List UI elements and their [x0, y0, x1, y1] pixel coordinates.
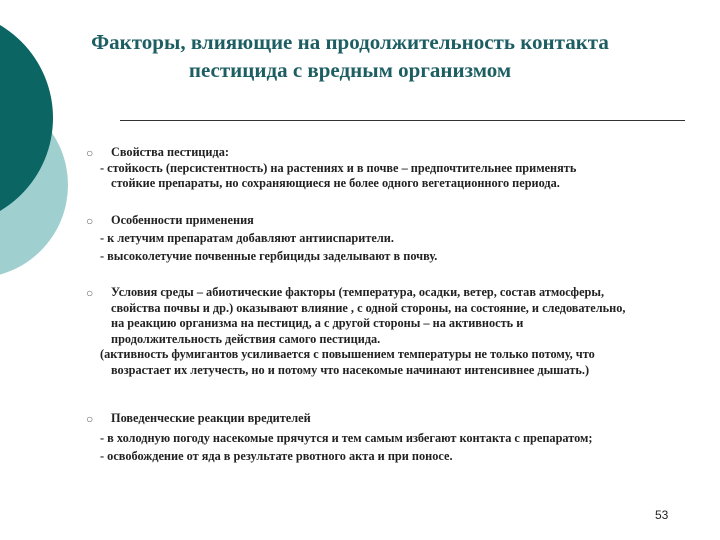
circle-bullet-icon: ○ — [86, 412, 94, 426]
bullet-line: - к летучим препаратам добавляют антииспарители. — [100, 230, 394, 245]
title-line: Факторы, влияющие на продолжительность контакта — [91, 30, 609, 54]
circle-bullet-icon: ○ — [86, 286, 94, 300]
bullet-heading: Особенности применения — [111, 213, 254, 227]
bullet-line: - освобождение от яда в результате рвотного акта и при поносе. — [100, 449, 453, 463]
bullet-heading: Поведенческие реакции вредителей — [111, 411, 311, 425]
page-number: 53 — [655, 508, 669, 522]
bullet-application — [86, 213, 686, 265]
bullet-heading: Свойства пестицида: — [111, 145, 229, 159]
bullet-line: - в холодную погоду насекомые прячутся и тем самым избегают контакта с препаратом; — [100, 430, 593, 445]
bullet-environment — [86, 285, 631, 378]
divider — [120, 120, 685, 121]
bullet-heading: Условия среды – абиотические факторы (температура, осадки, ветер, состав атмосферы, свойства почвы и др.) оказывают влияние , с одной стороны, на состояние, и следовательно, на реакцию организма на пестицид, а с другой стороны – на активность и продолжительность действия самого пестицида. — [111, 285, 626, 346]
title-line: пестицида с вредным организмом — [188, 58, 512, 82]
bullet-behavior — [86, 411, 641, 465]
bullet-line: стойкие препараты, но сохраняющиеся не более одного вегетационного периода. — [111, 176, 560, 190]
circle-bullet-icon: ○ — [86, 214, 94, 228]
bullet-pesticide-properties — [86, 145, 686, 192]
circle-bullet-icon: ○ — [86, 146, 94, 160]
bullet-note: (активность фумигантов усиливается с повышением температуры не только потому, что возрастает их летучесть, но и потому что насекомые начинают интенсивнее дышать.) — [100, 347, 595, 377]
bullet-line: - высоколетучие почвенные гербициды заделывают в почву. — [100, 249, 438, 263]
slide-title — [40, 28, 660, 84]
bullet-line: - стойкость (персистентность) на растениях и в почве – предпочтительнее применять — [100, 160, 577, 175]
